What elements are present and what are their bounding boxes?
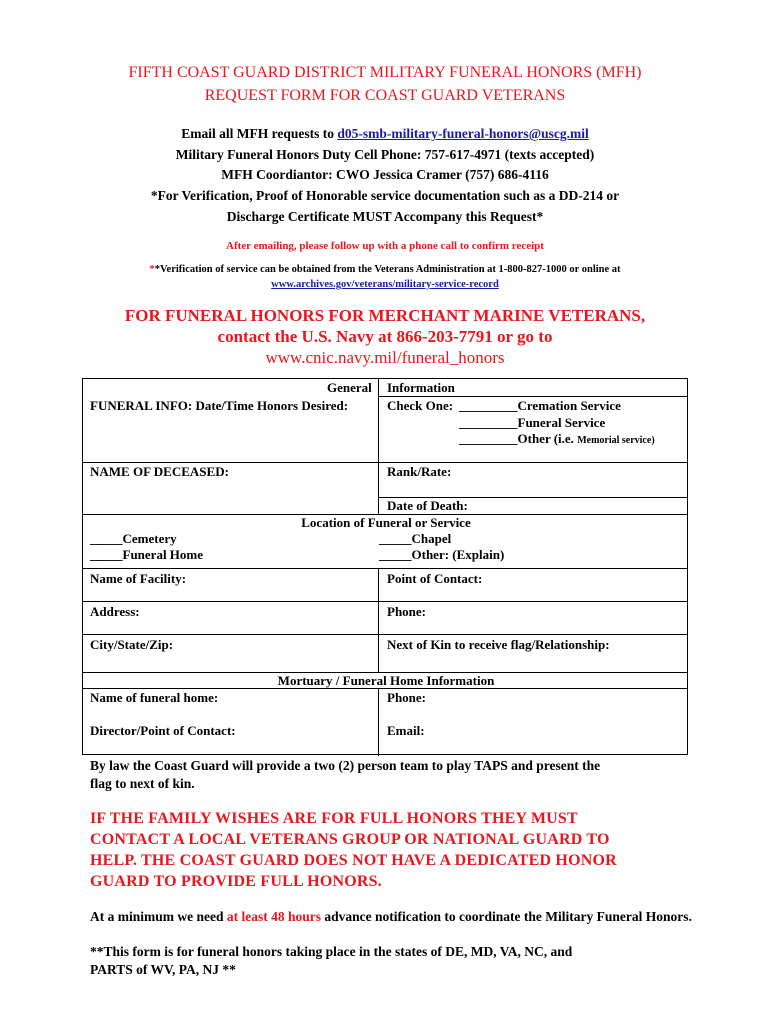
date-of-death-field[interactable]: Date of Death: [387, 498, 468, 513]
merchant-marine-line-1: FOR FUNERAL HONORS FOR MERCHANT MARINE VETERANS, [124, 306, 646, 325]
point-of-contact-field[interactable]: Point of Contact: [387, 571, 483, 586]
verification-line-1: *For Verification, Proof of Honorable service documentation such as a DD-214 or [150, 188, 620, 203]
divider [83, 634, 687, 635]
cemetery-option[interactable]: _____Cemetery [90, 531, 177, 546]
divider [378, 688, 379, 756]
full-honors-line-3: HELP. THE COAST GUARD DOES NOT HAVE A DEDICATED HONOR [90, 852, 617, 869]
other-explain-option[interactable]: _____Other: (Explain) [379, 547, 505, 562]
divider [83, 601, 687, 602]
name-of-facility-field[interactable]: Name of Facility: [90, 571, 187, 586]
email-instruction [0, 126, 770, 142]
form-title-line-2: REQUEST FORM FOR COAST GUARD VETERANS [204, 87, 566, 104]
rank-rate-field[interactable]: Rank/Rate: [387, 464, 452, 479]
director-contact-field[interactable]: Director/Point of Contact: [90, 723, 236, 738]
funeral-home-option[interactable]: _____Funeral Home [90, 547, 204, 562]
cremation-option[interactable]: _________Cremation Service [459, 398, 621, 413]
duty-cell-phone: Military Funeral Honors Duty Cell Phone: 757-617-4971 (texts accepted) [175, 147, 595, 162]
funeral-home-name-field[interactable]: Name of funeral home: [90, 690, 219, 705]
coordinator-line: MFH Coordiantor: CWO Jessica Cramer (757) 686-4116 [221, 167, 549, 182]
mortuary-header: Mortuary / Funeral Home Information [277, 673, 495, 688]
law-notice-line-2: flag to next of kin. [90, 776, 195, 791]
navy-funeral-honors-url[interactable]: www.cnic.navy.mil/funeral_honors [265, 348, 505, 367]
check-one-label: Check One: [387, 398, 454, 413]
funeral-info-field[interactable]: FUNERAL INFO: Date/Time Honors Desired: [90, 398, 349, 413]
general-label: General [327, 380, 372, 395]
funeral-service-option[interactable]: _________Funeral Service [459, 415, 606, 430]
va-verification-line: **Verification of service can be obtained from the Veterans Administration at 1-800-827-1000 or online at [149, 264, 621, 275]
email-field[interactable]: Email: [387, 723, 425, 738]
email-prefix: Email all MFH requests to [181, 126, 338, 141]
phone-field[interactable]: Phone: [387, 604, 426, 619]
va-link[interactable]: www.archives.gov/veterans/military-service-record [271, 279, 499, 290]
name-of-deceased-field[interactable]: NAME OF DECEASED: [90, 464, 229, 479]
divider [378, 396, 687, 397]
next-of-kin-field[interactable]: Next of Kin to receive flag/Relationship: [387, 637, 610, 652]
va-verification-link-line [0, 279, 770, 290]
divider [378, 379, 379, 514]
minimum-notice: At a minimum we need at least 48 hours advance notification to coordinate the Military Funeral Honors. [90, 909, 692, 924]
chapel-option[interactable]: _____Chapel [379, 531, 452, 546]
divider [83, 462, 687, 463]
follow-up-notice: After emailing, please follow up with a phone call to confirm receipt [226, 240, 544, 252]
law-notice-line-1: By law the Coast Guard will provide a two (2) person team to play TAPS and present the [90, 758, 601, 773]
merchant-marine-line-2: contact the U.S. Navy at 866-203-7791 or go to [217, 327, 553, 346]
states-notice-line-1: **This form is for funeral honors taking place in the states of DE, MD, VA, NC, and [90, 944, 573, 959]
city-state-zip-field[interactable]: City/State/Zip: [90, 637, 174, 652]
states-notice-line-2: PARTS of WV, PA, NJ ** [90, 962, 236, 977]
full-honors-line-4: GUARD TO PROVIDE FULL HONORS. [90, 873, 382, 890]
divider [378, 568, 379, 672]
full-honors-line-1: IF THE FAMILY WISHES ARE FOR FULL HONORS THEY MUST [90, 810, 578, 827]
address-field[interactable]: Address: [90, 604, 140, 619]
information-label: Information [387, 380, 455, 395]
verification-line-2: Discharge Certificate MUST Accompany this Request* [226, 209, 544, 224]
other-option[interactable]: _________Other (i.e. Memorial service) [459, 431, 655, 446]
mortuary-phone-field[interactable]: Phone: [387, 690, 426, 705]
full-honors-line-2: CONTACT A LOCAL VETERANS GROUP OR NATIONAL GUARD TO [90, 831, 610, 848]
location-header: Location of Funeral or Service [301, 515, 471, 530]
email-link[interactable]: d05-smb-military-funeral-honors@uscg.mil [337, 126, 589, 141]
funeral-request-form [82, 378, 688, 755]
divider [83, 568, 687, 569]
minimum-hours: at least 48 hours [226, 909, 321, 924]
form-title-line-1: FIFTH COAST GUARD DISTRICT MILITARY FUNERAL HONORS (MFH) [128, 64, 642, 81]
